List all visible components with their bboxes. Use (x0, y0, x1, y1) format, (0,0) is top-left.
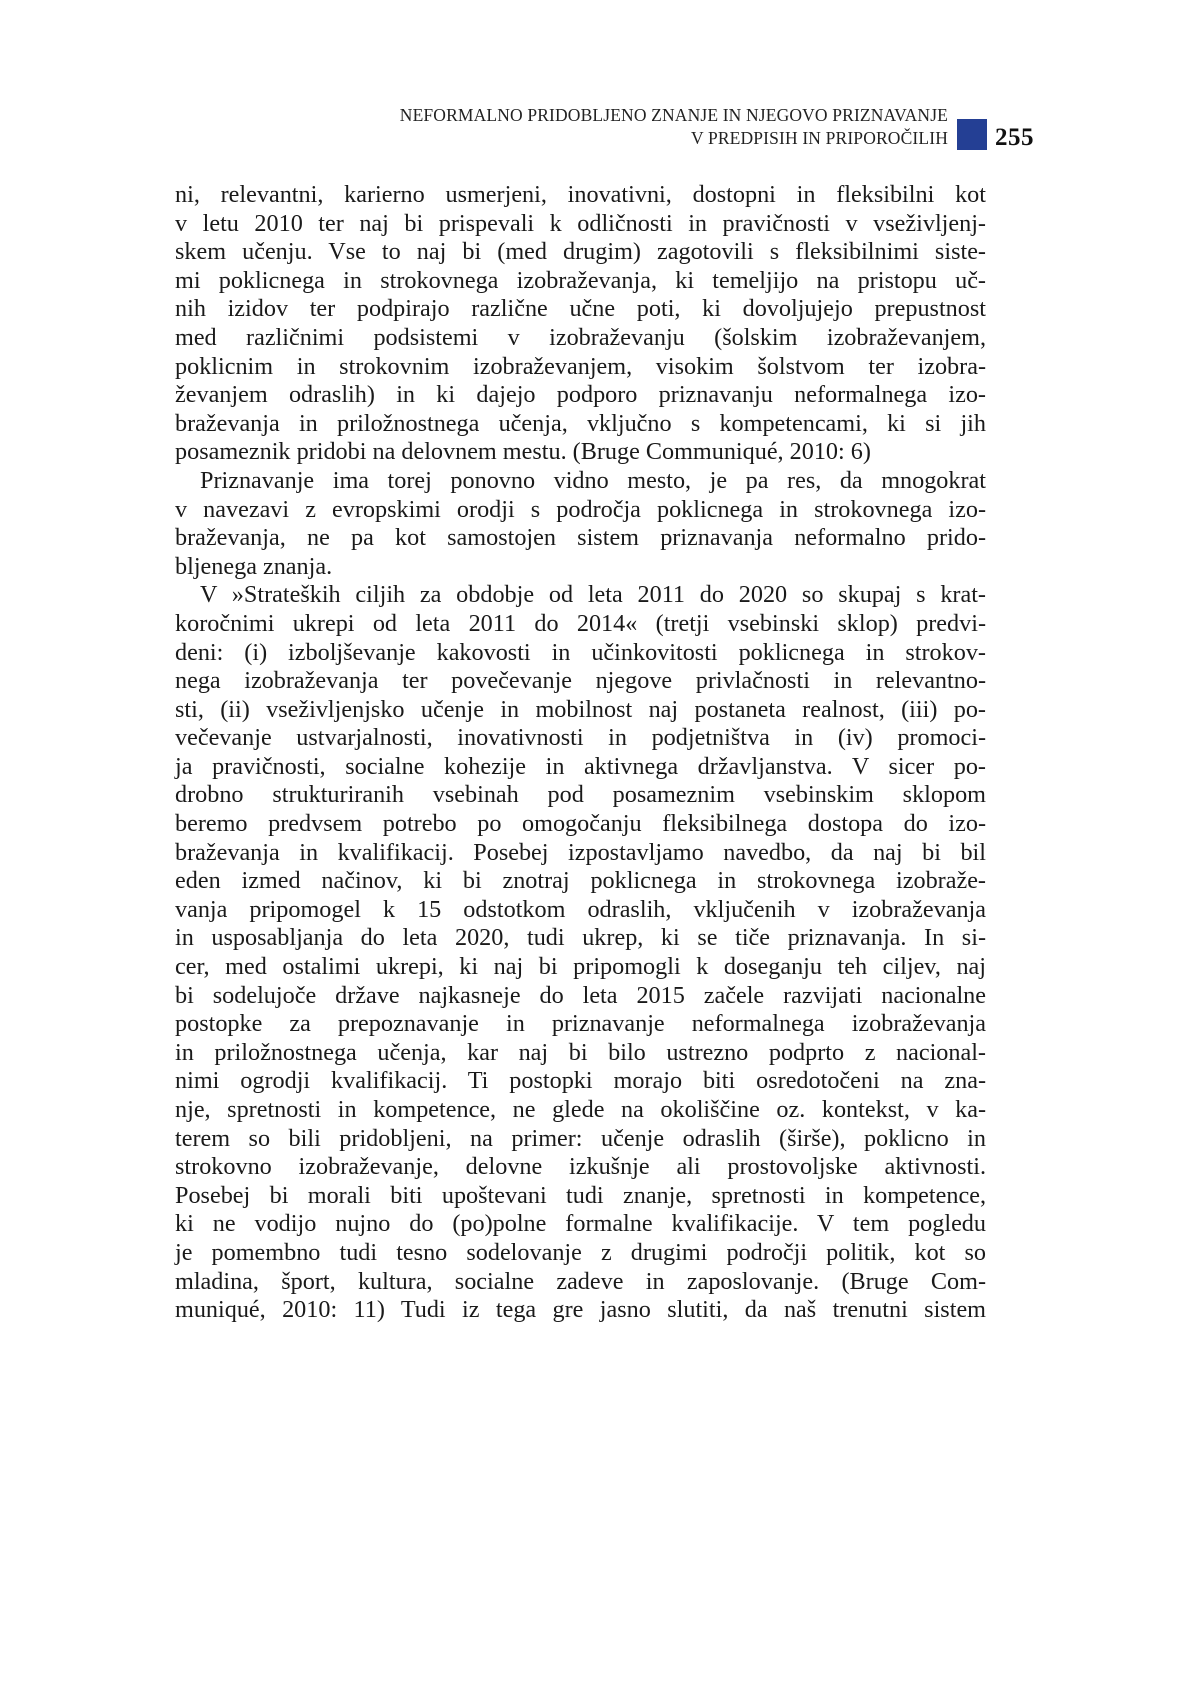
paragraph (175, 581, 986, 1324)
text-line: med različnimi podsistemi v izobraževanju (šolskim izobraževanjem, (175, 323, 986, 351)
text-line: nih izidov ter podpirajo različne učne poti, ki dovoljujejo prepustnost (175, 295, 986, 323)
paragraph (175, 181, 986, 467)
text-line: sti, (ii) vseživljenjsko učenje in mobilnost naj postaneta realnost, (iii) po- (175, 695, 986, 723)
text-line: ževanjem odraslih) in ki dajejo podporo priznavanju neformalnega izo- (175, 381, 986, 409)
running-header-line-2: V PREDPISIH IN PRIPOROČILIH (690, 128, 948, 148)
text-line: in priložnostnega učenja, kar naj bi bilo ustrezno podprto z nacional- (175, 1038, 986, 1066)
paragraph (175, 467, 986, 581)
text-line: skem učenju. Vse to naj bi (med drugim) zagotovili s fleksibilnimi siste- (175, 238, 986, 266)
text-line: mi poklicnega in strokovnega izobraževanja, ki temeljijo na pristopu uč- (175, 266, 986, 294)
text-line: koročnimi ukrepi od leta 2011 do 2014« (tretji vsebinski sklop) predvi- (175, 609, 986, 637)
text-line: terem so bili pridobljeni, na primer: učenje odraslih (širše), poklicno in (175, 1124, 986, 1152)
text-line: drobno strukturiranih vsebinah pod posameznim vsebinskim sklopom (175, 781, 986, 809)
text-line: nje, spretnosti in kompetence, ne glede na okoliščine oz. kontekst, v ka- (175, 1096, 986, 1123)
page-number: 255 (995, 124, 1034, 151)
text-line: postopke za prepoznavanje in priznavanje neformalnega izobraževanja (175, 1010, 986, 1038)
text-line: ja pravičnosti, socialne kohezije in aktivnega državljanstva. V sicer po- (175, 752, 986, 780)
running-header-line-1: NEFORMALNO PRIDOBLJENO ZNANJE IN NJEGOVO PRIZNAVANJE (399, 105, 948, 125)
text-line: ki ne vodijo nujno do (po)polne formalne kvalifikacije. V tem pogledu (175, 1210, 986, 1238)
text-line: posameznik pridobi na delovnem mestu. (Bruge Communiqué, 2010: 6) (175, 438, 871, 466)
text-line: strokovno izobraževanje, delovne izkušnje ali prostovoljske aktivnosti. (175, 1153, 986, 1181)
text-line: poklicnim in strokovnim izobraževanjem, visokim šolstvom ter izobra- (175, 352, 986, 380)
text-line: nimi ogrodji kvalifikacij. Ti postopki morajo biti osredotočeni na zna- (175, 1067, 986, 1095)
text-line: v letu 2010 ter naj bi prispevali k odličnosti in pravičnosti v vseživljenj- (175, 209, 986, 237)
text-line: Posebej bi morali biti upoštevani tudi znanje, spretnosti in kompetence, (175, 1181, 986, 1209)
text-line: ni, relevantni, karierno usmerjeni, inovativni, dostopni in fleksibilni kot (175, 181, 986, 208)
text-line: je pomembno tudi tesno sodelovanje z drugimi področji politik, kot so (175, 1238, 986, 1266)
text-line: mladina, šport, kultura, socialne zadeve in zaposlovanje. (Bruge Com- (175, 1267, 986, 1295)
text-line: V »Strateških ciljih za obdobje od leta 2011 do 2020 so skupaj s krat- (200, 581, 986, 609)
text-line: eden izmed načinov, ki bi znotraj poklicnega in strokovnega izobraže- (175, 867, 986, 895)
text-line: braževanja, ne pa kot samostojen sistem priznavanja neformalno prido- (175, 524, 986, 552)
text-line: braževanja in priložnostnega učenja, vključno s kompetencami, ki si jih (175, 409, 986, 437)
text-line: in usposabljanja do leta 2020, tudi ukrep, ki se tiče priznavanja. In si- (175, 924, 986, 952)
text-line: nega izobraževanja ter povečevanje njegove privlačnosti in relevantno- (175, 667, 986, 695)
text-line: deni: (i) izboljševanje kakovosti in učinkovitosti poklicnega in strokov- (175, 638, 986, 666)
text-line: v navezavi z evropskimi orodji s področja poklicnega in strokovnega izo- (175, 495, 986, 523)
text-line: vanja pripomogel k 15 odstotkom odraslih, vključenih v izobraževanja (175, 895, 986, 923)
text-line: braževanja in kvalifikacij. Posebej izpostavljamo navedbo, da naj bi bil (175, 838, 986, 866)
text-line: bi sodelujoče države najkasneje do leta 2015 začele razvijati nacionalne (175, 981, 986, 1009)
header-color-marker (957, 119, 987, 150)
text-line: Priznavanje ima torej ponovno vidno mesto, je pa res, da mnogokrat (200, 466, 986, 494)
text-line: muniqué, 2010: 11) Tudi iz tega gre jasno slutiti, da naš trenutni sistem (175, 1296, 986, 1324)
text-line: beremo predvsem potrebo po omogočanju fleksibilnega dostopa do izo- (175, 810, 986, 838)
text-line: bljenega znanja. (175, 552, 333, 580)
text-line: cer, med ostalimi ukrepi, ki naj bi pripomogli k doseganju teh ciljev, naj (175, 953, 986, 981)
body-text (175, 181, 986, 1325)
text-line: večevanje ustvarjalnosti, inovativnosti in podjetništva in (iv) promoci- (175, 724, 986, 752)
running-header (250, 104, 948, 150)
